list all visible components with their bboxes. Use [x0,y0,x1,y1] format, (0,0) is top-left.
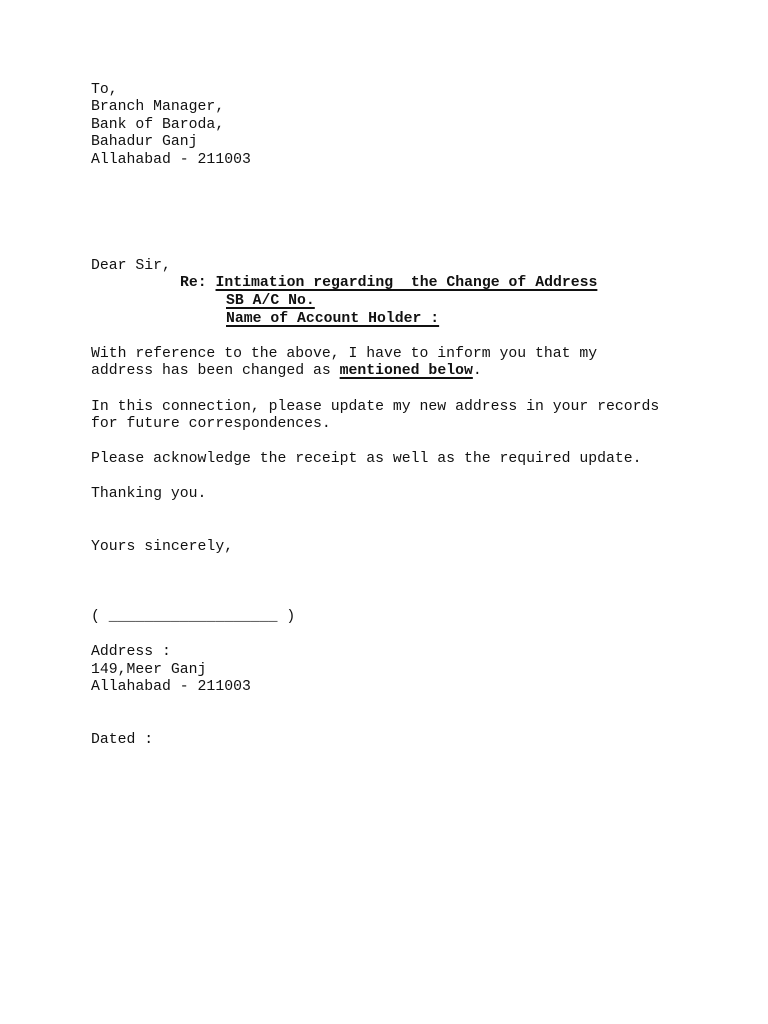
para1-line-1: With reference to the above, I have to inform you that my [91,346,598,362]
para1-line-2-suffix: . [472,363,482,379]
recipient-line-3: Bahadur Ganj [91,134,198,150]
account-holder-line: Name of Account Holder : [226,311,440,327]
dated-label: Dated : [91,732,154,748]
sender-address-line-1: 149,Meer Ganj [91,662,207,678]
account-number-line: SB A/C No. [226,293,315,309]
para1-line-2 [91,363,482,380]
para2-line-1: In this connection, please update my new address in your records [91,399,660,415]
recipient-line-1: Branch Manager, [91,99,225,115]
para2-line-2: for future correspondences. [91,416,331,432]
subject-title: Intimation regarding the Change of Address [215,275,598,291]
greeting: Dear Sir, [91,258,171,274]
para3: Please acknowledge the receipt as well as the required update. [91,451,642,467]
thanks-line: Thanking you. [91,486,207,502]
recipient-line-4: Allahabad - 211003 [91,152,251,168]
re-label: Re: [180,275,207,291]
recipient-line-2: Bank of Baroda, [91,117,225,133]
subject-line [180,275,597,292]
signature-blank: ( ___________________ ) [91,609,296,625]
address-label: Address : [91,644,171,660]
to-label: To, [91,82,118,98]
sender-address-line-2: Allahabad - 211003 [91,679,251,695]
mentioned-below-emphasis: mentioned below [339,363,473,379]
sign-off: Yours sincerely, [91,539,234,555]
para1-line-2-prefix: address has been changed as [91,363,340,379]
